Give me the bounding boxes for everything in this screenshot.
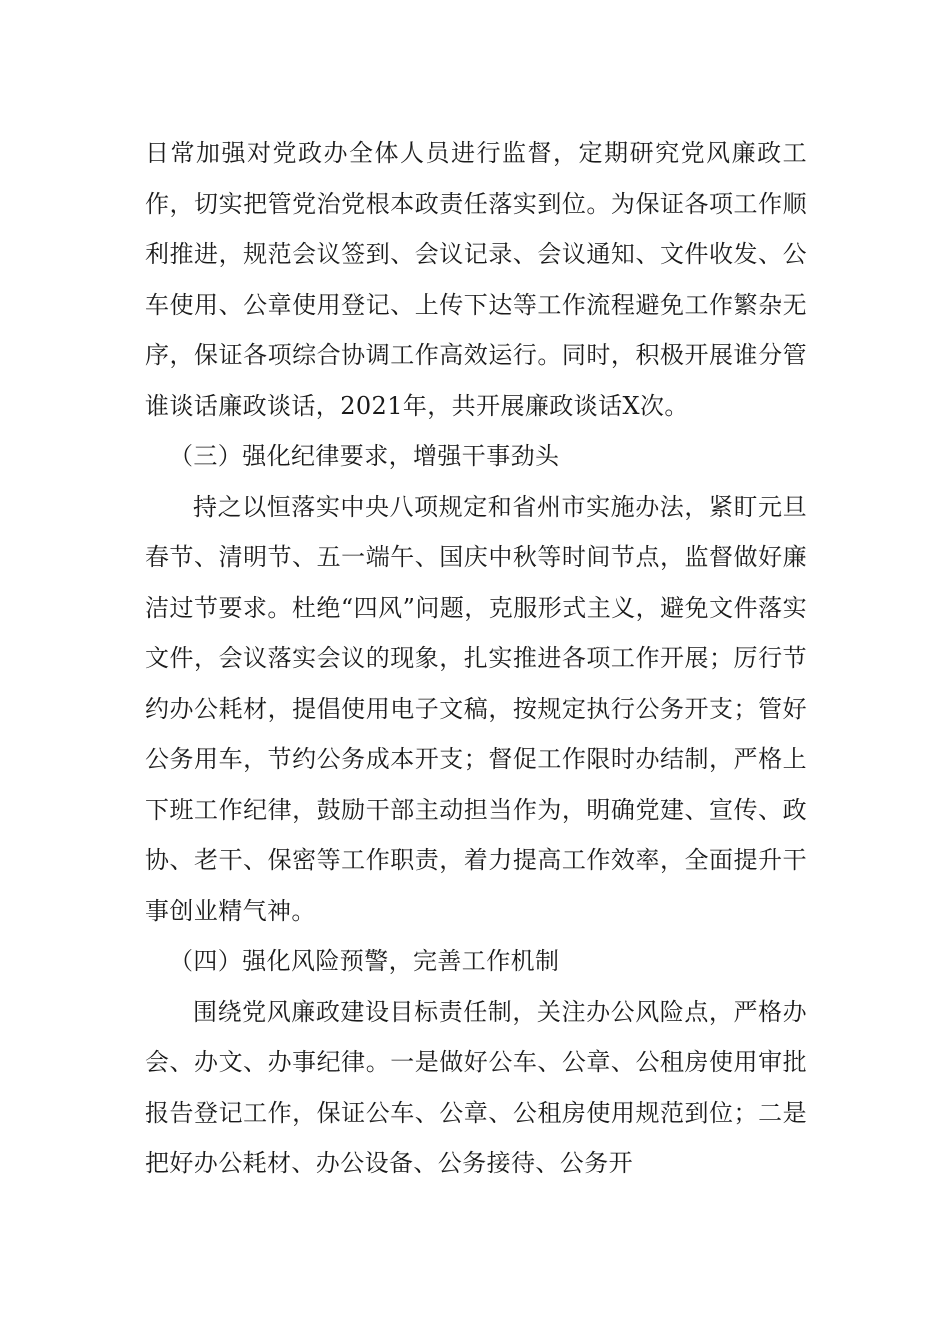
paragraph-body-3: 围绕党风廉政建设目标责任制，关注办公风险点，严格办会、办文、办事纪律。一是做好公车、公章、公租房使用审批报告登记工作，保证公车、公章、公租房使用规范到位；二是把好办公耗材、办公设备、公务接待、公务开 — [145, 997, 807, 1177]
paragraph-body-1: 日常加强对党政办全体人员进行监督，定期研究党风廉政工作，切实把管党治党根本政责任落实到位。为保证各项工作顺利推进，规范会议签到、会议记录、会议通知、文件收发、公车使用、公章使用登记、上传下达等工作流程避免工作繁杂无序，保证各项综合协调工作高效运行。同时，积极开展谁分管谁谈话廉政谈话，2021年，共开展廉政谈话X次。 — [145, 139, 807, 420]
paragraph-body-2: 持之以恒落实中央八项规定和省州市实施办法，紧盯元旦春节、清明节、五一端午、国庆中秋等时间节点，监督做好廉洁过节要求。杜绝“四风”问题，克服形式主义，避免文件落实文件，会议落实会议的现象，扎实推进各项工作开展；厉行节约办公耗材，提倡使用电子文稿，按规定执行公务开支；管好公务用车，节约公务成本开支；督促工作限时办结制，严格上下班工作纪律，鼓励干部主动担当作为，明确党建、宣传、政协、老干、保密等工作职责，着力提高工作效率，全面提升干事创业精气神。 — [145, 492, 807, 925]
section-heading-4: （四）强化风险预警，完善工作机制 — [169, 947, 560, 975]
section-heading-3: （三）强化纪律要求，增强干事劲头 — [169, 442, 560, 470]
document-body — [145, 128, 807, 1189]
